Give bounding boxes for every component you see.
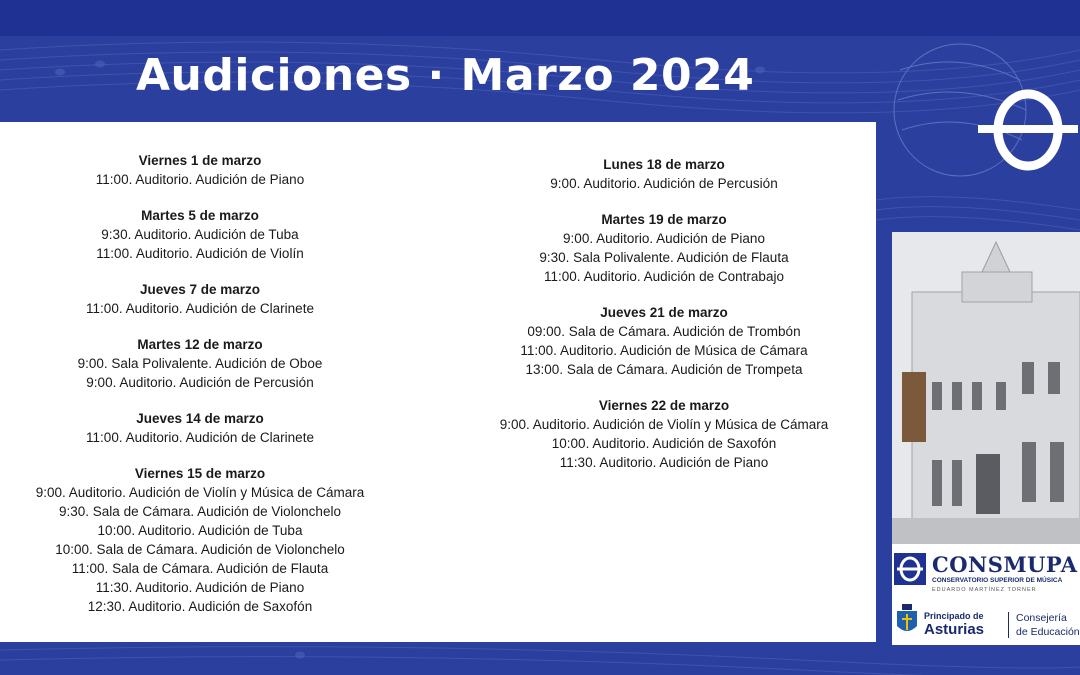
event-item: 11:00. Auditorio. Audición de Música de Cámara: [520, 343, 808, 358]
schedule-day: [0, 410, 400, 447]
day-heading: Martes 19 de marzo: [601, 212, 727, 227]
conservatory-building-photo: [892, 232, 1080, 544]
event-item: 11:00. Auditorio. Audición de Violín: [96, 246, 304, 261]
day-heading: Viernes 1 de marzo: [138, 153, 262, 168]
event-item: 10:00. Sala de Cámara. Audición de Violonchelo: [55, 542, 345, 557]
schedule-day: [0, 152, 400, 189]
day-heading: Viernes 15 de marzo: [134, 466, 266, 481]
event-item: 11:30. Auditorio. Audición de Piano: [559, 455, 769, 470]
consmupa-logo-icon: [894, 553, 926, 585]
schedule-column-right: [464, 156, 864, 490]
schedule-day: [464, 211, 864, 286]
building-illustration: [892, 232, 1080, 544]
region-label: Asturias: [924, 621, 985, 638]
day-heading: Jueves 21 de marzo: [600, 305, 728, 320]
conservatory-subtitle: EDUARDO MARTÍNEZ TORNER: [932, 587, 1037, 593]
schedule-day: [0, 207, 400, 263]
event-item: 09:00. Sala de Cámara. Audición de Trombón: [527, 324, 801, 339]
event-item: 9:00. Auditorio. Audición de Percusión: [86, 375, 314, 390]
region-label-small: Principado de: [924, 611, 984, 621]
event-item: 9:30. Auditorio. Audición de Tuba: [101, 227, 299, 242]
day-heading: Viernes 22 de marzo: [598, 398, 730, 413]
schedule-day: [0, 465, 400, 616]
department-line-1: Consejería: [1016, 612, 1067, 624]
day-heading: Jueves 7 de marzo: [139, 282, 261, 297]
day-heading: Martes 12 de marzo: [137, 337, 263, 352]
page-title: Audiciones · Marzo 2024: [136, 50, 755, 101]
schedule-panel: [0, 122, 876, 642]
event-item: 9:00. Sala Polivalente. Audición de Oboe: [77, 356, 323, 371]
schedule-day: [0, 281, 400, 318]
event-item: 10:00. Auditorio. Audición de Tuba: [97, 523, 303, 538]
event-item: 11:00. Sala de Cámara. Audición de Flauta: [71, 561, 329, 576]
conservatory-logo-icon: [976, 80, 1080, 180]
event-item: 11:00. Auditorio. Audición de Piano: [95, 172, 305, 187]
day-heading: Jueves 14 de marzo: [136, 411, 264, 426]
event-item: 11:00. Auditorio. Audición de Clarinete: [86, 430, 314, 445]
schedule-day: [464, 397, 864, 472]
day-heading: Martes 5 de marzo: [141, 208, 259, 223]
event-item: 9:00. Auditorio. Audición de Violín y Música de Cámara: [35, 485, 365, 500]
event-item: 9:30. Sala de Cámara. Audición de Violonchelo: [59, 504, 341, 519]
branding-strip: [892, 544, 1080, 645]
event-item: 11:00. Auditorio. Audición de Clarinete: [86, 301, 314, 316]
asturias-crest-icon: [896, 604, 918, 636]
schedule-day: [464, 156, 864, 193]
conservatory-name: CONSMUPA: [932, 552, 1078, 577]
department-line-2: de Educación: [1016, 626, 1080, 638]
event-item: 9:00. Auditorio. Audición de Percusión: [550, 176, 778, 191]
schedule-day: [0, 336, 400, 392]
conservatory-full-name: CONSERVATORIO SUPERIOR DE MÚSICA: [932, 577, 1063, 584]
schedule-column-left: [0, 152, 400, 634]
event-item: 9:30. Sala Polivalente. Audición de Flauta: [539, 250, 789, 265]
event-item: 9:00. Auditorio. Audición de Violín y Música de Cámara: [499, 417, 829, 432]
event-item: 11:00. Auditorio. Audición de Contrabajo: [544, 269, 784, 284]
event-item: 13:00. Sala de Cámara. Audición de Trompeta: [525, 362, 803, 377]
branding-divider: [1008, 612, 1009, 638]
day-heading: Lunes 18 de marzo: [603, 157, 725, 172]
event-item: 9:00. Auditorio. Audición de Piano: [563, 231, 765, 246]
event-item: 11:30. Auditorio. Audición de Piano: [95, 580, 305, 595]
event-item: 12:30. Auditorio. Audición de Saxofón: [87, 599, 313, 614]
event-item: 10:00. Auditorio. Audición de Saxofón: [551, 436, 777, 451]
schedule-day: [464, 304, 864, 379]
